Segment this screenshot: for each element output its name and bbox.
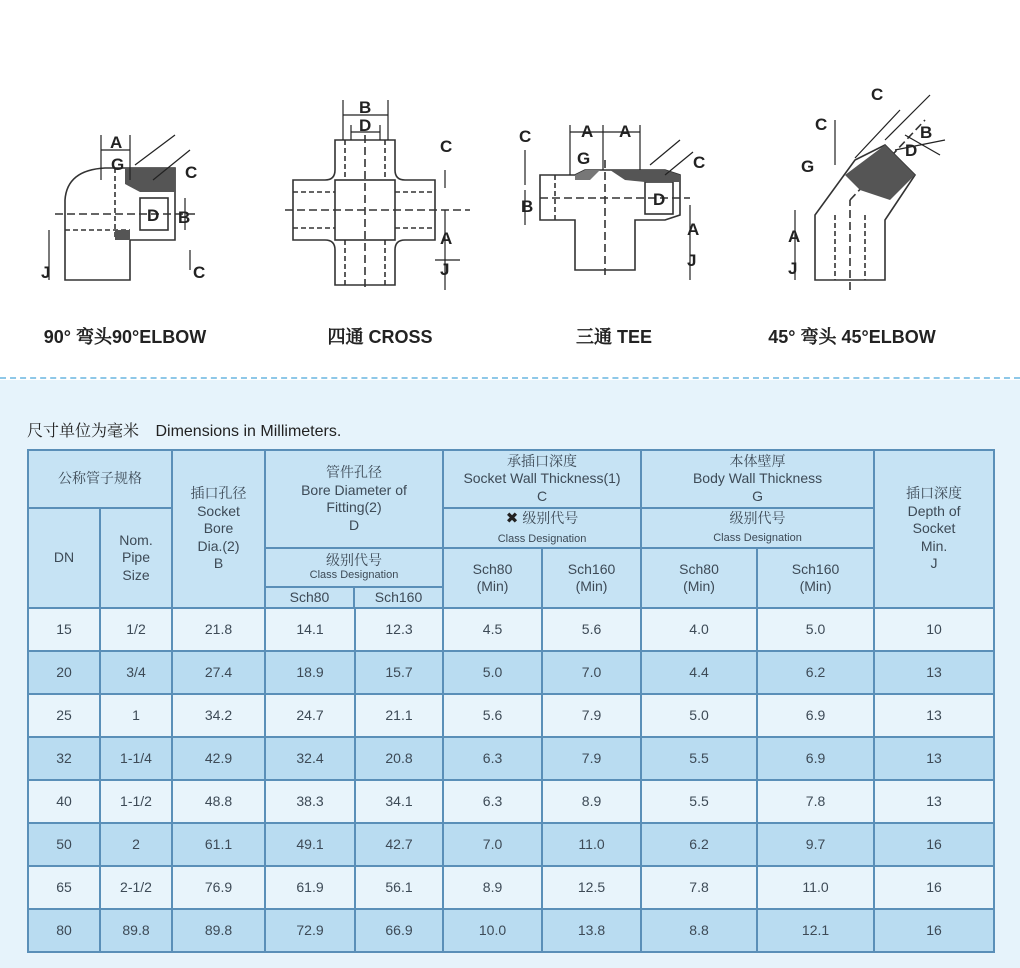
table-cell: 11.0 bbox=[757, 866, 874, 909]
table-cell: 4.4 bbox=[641, 651, 757, 694]
table-cell: 7.9 bbox=[542, 737, 641, 780]
cross-label-a: A bbox=[440, 229, 453, 248]
table-cell: 15.7 bbox=[355, 651, 443, 694]
table-cell: 40 bbox=[28, 780, 100, 823]
header-bore-sch160: Sch160 bbox=[374, 589, 423, 605]
elbow-45-caption: 45° 弯头 45°ELBOW bbox=[768, 327, 936, 347]
tee-label-a-right: A bbox=[619, 122, 632, 141]
table-cell: 32 bbox=[28, 737, 100, 780]
elbow-90-label-j: J bbox=[41, 263, 51, 282]
tee-label-g: G bbox=[577, 149, 591, 168]
elbow-90-label-d: D bbox=[147, 206, 160, 225]
table-cell: 5.0 bbox=[641, 694, 757, 737]
table-cell: 16 bbox=[874, 909, 994, 952]
table-cell: 89.8 bbox=[100, 909, 172, 952]
table-cell: 3/4 bbox=[100, 651, 172, 694]
table-cell: 65 bbox=[28, 866, 100, 909]
table-cell: 8.9 bbox=[443, 866, 542, 909]
table-cell: 50 bbox=[28, 823, 100, 866]
table-cell: 21.1 bbox=[355, 694, 443, 737]
table-cell: 8.8 bbox=[641, 909, 757, 952]
header-dn: DN bbox=[28, 508, 100, 608]
table-cell: 9.7 bbox=[757, 823, 874, 866]
table-cell: 14.1 bbox=[265, 608, 355, 651]
table-cell: 1-1/2 bbox=[100, 780, 172, 823]
table-cell: 61.9 bbox=[265, 866, 355, 909]
table-cell: 16 bbox=[874, 823, 994, 866]
cross-label-b: B bbox=[359, 98, 372, 117]
header-socket-depth: 插口深度 Depth of Socket Min. J bbox=[874, 450, 994, 608]
table-cell: 6.3 bbox=[443, 780, 542, 823]
table-cell: 66.9 bbox=[355, 909, 443, 952]
elbow-90-label-g: G bbox=[111, 155, 125, 174]
elbow-45-label-b: B bbox=[920, 123, 933, 142]
table-cell: 15 bbox=[28, 608, 100, 651]
table-cell: 7.8 bbox=[757, 780, 874, 823]
header-body-wall-sch80: Sch80 (Min) bbox=[641, 548, 757, 608]
elbow-90-label-c-top: C bbox=[185, 163, 198, 182]
x-mark-icon: ✖ bbox=[505, 509, 519, 527]
table-cell: 24.7 bbox=[265, 694, 355, 737]
table-cell: 20.8 bbox=[355, 737, 443, 780]
tee-diagram bbox=[515, 80, 715, 305]
table-cell: 42.9 bbox=[172, 737, 265, 780]
table-row bbox=[28, 780, 994, 823]
table-cell: 49.1 bbox=[265, 823, 355, 866]
section-divider bbox=[0, 377, 1020, 379]
elbow-45-label-c-left: C bbox=[815, 115, 828, 134]
table-row bbox=[28, 866, 994, 909]
table-cell: 18.9 bbox=[265, 651, 355, 694]
header-bore-diameter: 管件孔径 Bore Diameter of Fitting(2) D bbox=[265, 450, 443, 548]
cross-diagram bbox=[285, 80, 470, 305]
table-cell: 10.0 bbox=[443, 909, 542, 952]
table-body bbox=[28, 608, 994, 952]
cross-label-d: D bbox=[359, 116, 372, 135]
header-nps: Nom. Pipe Size bbox=[100, 508, 172, 608]
elbow-90-label-a: A bbox=[110, 133, 123, 152]
table-cell: 13 bbox=[874, 694, 994, 737]
table-cell: 1-1/4 bbox=[100, 737, 172, 780]
header-nominal-size: 公称管子规格 bbox=[28, 450, 172, 508]
table-cell: 25 bbox=[28, 694, 100, 737]
header-socket-wall: 承插口深度 Socket Wall Thickness(1) C bbox=[443, 450, 641, 508]
table-cell: 7.0 bbox=[443, 823, 542, 866]
table-cell: 5.0 bbox=[757, 608, 874, 651]
table-cell: 16 bbox=[874, 866, 994, 909]
elbow-90-diagram bbox=[35, 80, 220, 300]
table-row bbox=[28, 823, 994, 866]
table-row bbox=[28, 694, 994, 737]
table-row bbox=[28, 651, 994, 694]
cross-caption: 四通 CROSS bbox=[327, 327, 433, 347]
table-cell: 38.3 bbox=[265, 780, 355, 823]
table-cell: 42.7 bbox=[355, 823, 443, 866]
header-socket-bore: 插口孔径 Socket Bore Dia.(2) B bbox=[172, 450, 265, 608]
table-cell: 34.1 bbox=[355, 780, 443, 823]
diagram-area bbox=[0, 0, 1020, 378]
table-cell: 7.9 bbox=[542, 694, 641, 737]
table-cell: 80 bbox=[28, 909, 100, 952]
table-cell: 13 bbox=[874, 737, 994, 780]
cross-label-c: C bbox=[440, 137, 453, 156]
table-cell: 13.8 bbox=[542, 909, 641, 952]
table-cell: 12.1 bbox=[757, 909, 874, 952]
tee-caption: 三通 TEE bbox=[575, 327, 653, 347]
tee-label-c-left: C bbox=[519, 127, 532, 146]
table-cell: 8.9 bbox=[542, 780, 641, 823]
tee-label-b: B bbox=[521, 197, 534, 216]
table-cell: 7.8 bbox=[641, 866, 757, 909]
elbow-45-label-j: J bbox=[788, 259, 798, 278]
table-cell: 11.0 bbox=[542, 823, 641, 866]
table-cell: 5.0 bbox=[443, 651, 542, 694]
table-cell: 2 bbox=[100, 823, 172, 866]
table-row bbox=[28, 909, 994, 952]
header-socket-wall-sch160: Sch160 (Min) bbox=[542, 548, 641, 608]
table-cell: 13 bbox=[874, 651, 994, 694]
table-cell: 5.6 bbox=[443, 694, 542, 737]
elbow-90-label-c-bottom: C bbox=[193, 263, 206, 282]
table-cell: 56.1 bbox=[355, 866, 443, 909]
header-socket-wall-sch80: Sch80 (Min) bbox=[443, 548, 542, 608]
table-cell: 7.0 bbox=[542, 651, 641, 694]
table-cell: 5.5 bbox=[641, 737, 757, 780]
table-cell: 12.3 bbox=[355, 608, 443, 651]
table-cell: 6.9 bbox=[757, 694, 874, 737]
table-cell: 76.9 bbox=[172, 866, 265, 909]
table-cell: 61.1 bbox=[172, 823, 265, 866]
table-cell: 27.4 bbox=[172, 651, 265, 694]
elbow-45-diagram bbox=[775, 80, 960, 305]
table-cell: 10 bbox=[874, 608, 994, 651]
table-cell: 2-1/2 bbox=[100, 866, 172, 909]
elbow-45-label-d: D bbox=[905, 141, 918, 160]
tee-label-j: J bbox=[687, 251, 697, 270]
table-cell: 6.9 bbox=[757, 737, 874, 780]
table-cell: 32.4 bbox=[265, 737, 355, 780]
header-socket-wall-class: ✖ 级别代号 Class Designation bbox=[443, 508, 641, 548]
table-cell: 34.2 bbox=[172, 694, 265, 737]
table-cell: 4.5 bbox=[443, 608, 542, 651]
elbow-45-label-c-top: C bbox=[871, 85, 884, 104]
table-cell: 13 bbox=[874, 780, 994, 823]
table-cell: 6.3 bbox=[443, 737, 542, 780]
table-cell: 21.8 bbox=[172, 608, 265, 651]
table-cell: 89.8 bbox=[172, 909, 265, 952]
header-body-wall-class: 级别代号 Class Designation bbox=[641, 508, 874, 548]
elbow-90-caption: 90° 弯头90°ELBOW bbox=[43, 327, 207, 347]
header-body-wall: 本体壁厚 Body Wall Thickness G bbox=[641, 450, 874, 508]
units-note bbox=[27, 418, 341, 441]
tee-label-a-bottom: A bbox=[687, 220, 700, 239]
table-cell: 12.5 bbox=[542, 866, 641, 909]
cross-label-j: J bbox=[440, 260, 450, 279]
units-note-zh: 尺寸单位为毫米 bbox=[27, 423, 140, 440]
dimensions-table bbox=[27, 449, 995, 953]
header-body-wall-sch160: Sch160 (Min) bbox=[757, 548, 874, 608]
tee-label-a-left: A bbox=[581, 122, 594, 141]
table-cell: 1 bbox=[100, 694, 172, 737]
tee-label-c-right: C bbox=[693, 153, 706, 172]
elbow-45-label-g: G bbox=[801, 157, 815, 176]
table-cell: 4.0 bbox=[641, 608, 757, 651]
elbow-45-label-a: A bbox=[788, 227, 801, 246]
table-row bbox=[28, 608, 994, 651]
elbow-90-label-b: B bbox=[178, 208, 191, 227]
table-cell: 72.9 bbox=[265, 909, 355, 952]
table-cell: 5.5 bbox=[641, 780, 757, 823]
table-cell: 6.2 bbox=[757, 651, 874, 694]
table-cell: 6.2 bbox=[641, 823, 757, 866]
table-cell: 20 bbox=[28, 651, 100, 694]
table-cell: 48.8 bbox=[172, 780, 265, 823]
table-row bbox=[28, 737, 994, 780]
table-cell: 1/2 bbox=[100, 608, 172, 651]
table-cell: 5.6 bbox=[542, 608, 641, 651]
tee-label-d: D bbox=[653, 190, 666, 209]
header-bore-sch80: Sch80 bbox=[266, 588, 355, 607]
header-bore-class: 级别代号 Class Designation Sch80 Sch160 bbox=[265, 548, 443, 608]
units-note-en: Dimensions in Millimeters. bbox=[155, 423, 342, 440]
